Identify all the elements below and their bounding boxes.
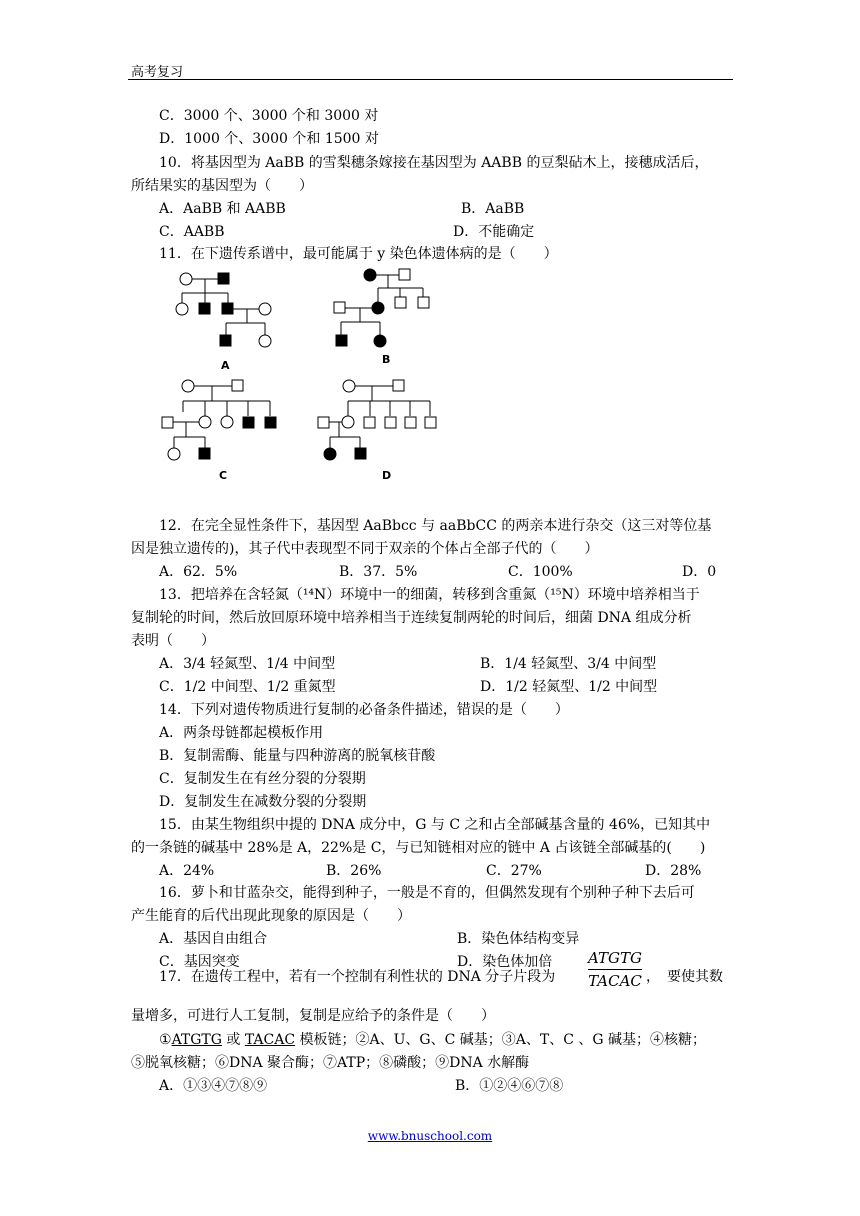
q12-option-a: A．62．5%: [159, 564, 238, 580]
q15-option-c: C．27%: [486, 863, 542, 879]
header-rule: [128, 79, 733, 80]
q17-stem-2: 量增多，可进行人工复制，复制是应给予的条件是（ ）: [131, 1008, 495, 1024]
q13-option-d: D．1/2 轻氮型、1/2 中间型: [480, 679, 658, 695]
q16-option-c: C．基因突变: [159, 954, 240, 970]
q15-option-b: B．26%: [326, 863, 382, 879]
pedigree-d: [318, 380, 436, 460]
q10-option-b: B．AaBB: [461, 201, 525, 217]
pedigree-c: [162, 380, 276, 460]
template-atgtg: ATGTG: [171, 1032, 222, 1048]
pedigree-label-a: A: [221, 359, 230, 372]
q10-option-a: A．AaBB 和 AABB: [159, 201, 286, 217]
footer-link[interactable]: www.bnuschool.com: [367, 1129, 493, 1143]
pedigree-a: [176, 273, 271, 347]
q13-option-b: B．1/4 轻氮型、3/4 中间型: [480, 656, 657, 672]
q9-option-c: C．3000 个、3000 个和 3000 对: [159, 108, 379, 124]
q10-option-d: D．不能确定: [453, 224, 535, 240]
q14-option-c: C．复制发生在有丝分裂的分裂期: [159, 771, 366, 787]
q13-stem-2: 复制轮的时间，然后放回原环境中培养相当于连续复制两轮的时间后，细菌 DNA 组成分析: [131, 610, 692, 626]
q17-stem-1: 17．在遗传工程中，若有一个控制有利性状的 DNA 分子片段为: [159, 969, 556, 985]
q17-conditions-1: [159, 1031, 706, 1049]
q17-option-b: B．①②④⑥⑦⑧: [455, 1078, 564, 1094]
fraction-denominator: TACAC: [588, 972, 642, 990]
q15-stem-2: 的一条链的碱基中 28%是 A，22%是 C，与已知链相对应的链中 A 占该链全部碱基的( ): [131, 840, 706, 856]
pedigree-label-b: B: [382, 353, 391, 366]
q13-stem-3: 表明（ ）: [131, 633, 215, 649]
q13-option-a: A．3/4 轻氮型、1/4 中间型: [159, 656, 336, 672]
q12-option-d: D．0: [682, 564, 717, 580]
conditions-rest: 模板链；②A、U、G、C 碱基；③A、T、C 、G 碱基；④核糖；: [295, 1032, 707, 1048]
q16-stem-1: 16．萝卜和甘蓝杂交，能得到种子，一般是不育的，但偶然发现有个别种子种下去后可: [159, 885, 695, 901]
pedigree-label-d: D: [382, 469, 392, 482]
q14-option-b: B．复制需酶、能量与四种游离的脱氧核苷酸: [159, 748, 436, 764]
q14-option-a: A．两条母链都起模板作用: [159, 725, 324, 741]
q13-option-c: C．1/2 中间型、1/2 重氮型: [159, 679, 336, 695]
q15-option-a: A．24%: [159, 863, 215, 879]
q13-stem-1: 13．把培养在含轻氮（¹⁴N）环境中一的细菌，转移到含重氮（¹⁵N）环境中培养相当于: [159, 587, 700, 603]
q15-stem-1: 15．由某生物组织中提的 DNA 成分中，G 与 C 之和占全部碱基含量的 46%，已知其中: [159, 817, 711, 833]
dna-fraction: [588, 948, 642, 991]
q14-stem: 14．下列对遗传物质进行复制的必备条件描述，错误的是（ ）: [159, 702, 569, 718]
circled-1: ①: [159, 1032, 172, 1048]
q16-option-b: B．染色体结构变异: [457, 931, 580, 947]
q17-stem-1-tail: ， 要使其数: [646, 969, 723, 985]
q11-stem: 11．在下遗传系谱中，最可能属于 y 染色体遗体病的是（ ）: [159, 246, 558, 262]
q12-option-b: B．37．5%: [339, 564, 418, 580]
q10-option-c: C．AABB: [159, 224, 225, 240]
fraction-numerator: ATGTG: [588, 949, 642, 967]
q12-stem-2: 因是独立遗传的)，其子代中表现型不同于双亲的个体占全部子代的（ ）: [131, 541, 599, 557]
or-text: 或: [221, 1032, 245, 1048]
pedigree-b: [334, 269, 429, 347]
page-header: 高考复习: [131, 65, 184, 80]
q16-stem-2: 产生能育的后代出现此现象的原因是（ ）: [131, 908, 411, 924]
q17-conditions-2: ⑤脱氧核糖；⑥DNA 聚合酶；⑦ATP；⑧磷酸；⑨DNA 水解酶: [131, 1055, 530, 1071]
q16-option-d: D．染色体加倍: [457, 954, 553, 970]
q10-stem-2: 所结果实的基因型为（ ）: [131, 178, 313, 194]
q14-option-d: D．复制发生在减数分裂的分裂期: [159, 794, 367, 810]
q15-option-d: D．28%: [645, 863, 702, 879]
fraction-bar: [588, 969, 642, 970]
pedigree-label-c: C: [219, 469, 228, 482]
q10-stem-1: 10．将基因型为 AaBB 的雪梨穗条嫁接在基因型为 AABB 的豆梨砧木上，接穗成活后，: [159, 155, 709, 171]
q12-stem-1: 12．在完全显性条件下，基因型 AaBbcc 与 aaBbCC 的两亲本进行杂交（这三对等位基: [159, 518, 712, 534]
template-tacac: TACAC: [244, 1032, 296, 1048]
q16-option-a: A．基因自由组合: [159, 931, 268, 947]
q9-option-d: D．1000 个、3000 个和 1500 对: [159, 131, 379, 147]
q12-option-c: C．100%: [508, 564, 573, 580]
q17-option-a: A．①③④⑦⑧⑨: [159, 1078, 268, 1094]
